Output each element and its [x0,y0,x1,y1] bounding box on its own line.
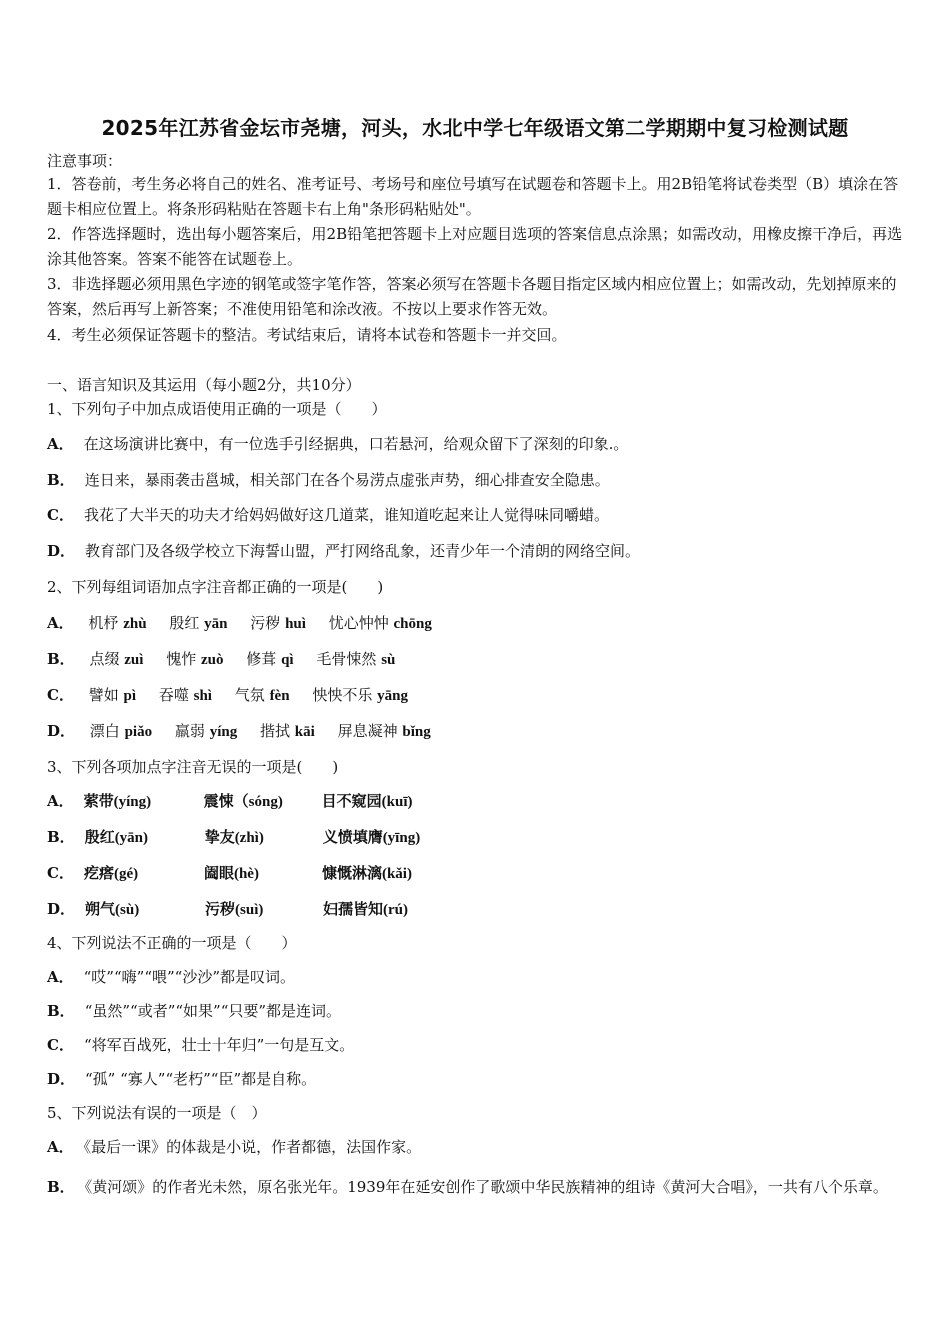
option-text: 在这场演讲比赛中，有一位选手引经据典，口若悬河，给观众留下了深刻的印象.。 [83,435,629,453]
question-1-stem: 1、下列句子中加点成语使用正确的一项是（ ） [47,400,387,418]
option-label: A． [47,435,74,453]
word-group: 毛骨悚然 sù [316,650,396,668]
word-group: 震悚（sóng) [203,794,283,810]
option-label: C． [47,506,74,524]
option-label: C． [47,864,74,882]
notice-item-3: 3．非选择题必须用黑色字迹的钢笔或签字笔作答，答案必须写在答题卡各题目指定区域内相应位置上；如需改动，先划掉原来的答案，然后再写上新答案；不准使用铅笔和涂改液。不按以上要求作答无效。 [47,275,897,318]
question-5-stem: 5、下列说法有误的一项是（ ） [47,1104,267,1122]
word-group: 漂白 piǎo [89,722,153,740]
question-4-stem: 4、下列说法不正确的一项是（ ） [47,934,297,952]
q4-option-d[interactable] [47,1068,316,1089]
option-label: B． [47,650,75,668]
word-group: 殷红(yān) [84,830,149,846]
word-group: 慷慨淋漓(kǎi) [321,866,412,882]
notice-item-1: 1．答卷前，考生务必将自己的姓名、准考证号、考场号和座位号填写在试题卷和答题卡上。用2B铅笔将试卷类型（B）填涂在答题卡相应位置上。将条形码粘贴在答题卡右上角"条形码粘贴处"。 [47,175,899,218]
word-group: 污秽(suì) [205,902,264,918]
option-label: C． [47,686,74,704]
word-group: 怏怏不乐 yāng [312,686,408,704]
word-group: 机杼 zhù [88,614,147,632]
word-group: 挚友(zhì) [204,830,264,846]
q4-option-b[interactable] [47,1000,341,1021]
option-text: “虽然”“或者”“如果”“只要”都是连词。 [84,1002,342,1020]
word-group: 殷红 yān [169,614,228,632]
q3-option-c[interactable] [47,862,412,883]
option-text: 《最后一课》的体裁是小说，作者都德，法国作家。 [83,1138,422,1156]
q1-option-a[interactable] [47,433,628,454]
option-label: B． [47,471,75,489]
option-text: “将军百战死，壮士十年归”一句是互文。 [83,1036,355,1054]
word-group: 揩拭 kāi [259,722,315,740]
option-text: 我花了大半天的功夫才给妈妈做好这几道菜，谁知道吃起来让人觉得味同嚼蜡。 [83,506,609,524]
option-label: D． [47,900,76,918]
word-group: 疙瘩(gé) [83,866,139,882]
option-label: A． [47,1138,74,1156]
option-text: “哎”“嗨”“喂”“沙沙”都是叹词。 [83,968,295,986]
notice-item-4: 4．考生必须保证答题卡的整洁。考试结束后，请将本试卷和答题卡一并交回。 [47,326,567,344]
q2-option-c[interactable] [47,684,426,705]
q4-option-a[interactable] [47,966,295,987]
option-label: D． [47,1070,76,1088]
word-group: 气氛 fèn [234,686,290,704]
q3-option-d[interactable] [47,898,408,919]
page-title: 2025年江苏省金坛市尧塘，河头，水北中学七年级语文第二学期期中复习检测试题 [101,116,849,140]
word-group: 朔气(sù) [85,902,140,918]
q2-option-a[interactable] [47,612,450,633]
option-label: B． [47,1002,75,1020]
q3-option-b[interactable] [47,826,420,847]
q5-option-a[interactable] [47,1136,421,1157]
word-group: 吞噬 shì [158,686,212,704]
q2-option-d[interactable] [47,720,449,741]
option-label: C． [47,1036,74,1054]
notice-item-2: 2．作答选择题时，选出每小题答案后，用2B铅笔把答题卡上对应题目选项的答案信息点涂黑；如需改动，用橡皮擦干净后，再选涂其他答案。答案不能答在试题卷上。 [47,225,903,268]
section-heading: 一、语言知识及其运用（每小题2分，共10分） [47,376,361,394]
word-group: 羸弱 yíng [174,722,238,740]
q1-option-c[interactable] [47,504,609,525]
option-text: 《黄河颂》的作者光未然，原名张光年。1939年在延安创作了歌颂中华民族精神的组诗《黄河大合唱》，一共有八个乐章。 [84,1178,888,1196]
q1-option-d[interactable] [47,540,640,561]
word-group: 妇孺皆知(rú) [323,902,409,918]
question-2-stem: 2、下列每组词语加点字注音都正确的一项是( ) [47,578,384,596]
option-label: D． [47,542,76,560]
option-label: A． [47,968,74,986]
option-text: 连日来，暴雨袭击邕城，相关部门在各个易涝点虚张声势，细心排查安全隐患。 [84,471,610,489]
word-group: 屏息凝神 bǐng [337,722,431,740]
q1-option-b[interactable] [47,469,610,490]
option-label: D． [47,722,76,740]
option-label: B． [47,828,75,846]
question-3-stem: 3、下列各项加点字注音无误的一项是( ) [47,758,339,776]
option-label: A． [47,614,74,632]
q5-option-b[interactable] [47,1168,909,1206]
q4-option-c[interactable] [47,1034,354,1055]
word-group: 萦带(yíng) [83,794,152,810]
notice-heading: 注意事项： [47,152,123,170]
q2-option-b[interactable] [47,648,413,669]
word-group: 譬如 pì [88,686,137,704]
word-group: 忧心忡忡 chōng [328,614,432,632]
word-group: 点缀 zuì [89,650,144,668]
word-group: 污秽 huì [250,614,306,632]
word-group: 阖眼(hè) [203,866,259,882]
word-group: 目不窥园(kuī) [321,794,413,810]
option-label: B． [47,1178,75,1196]
word-group: 义愤填膺(yīng) [322,830,421,846]
option-text: “孤” “寡人”“老朽”“臣”都是自称。 [85,1070,317,1088]
word-group: 愧怍 zuò [166,650,224,668]
word-group: 修葺 qì [246,650,294,668]
option-text: 教育部门及各级学校立下海誓山盟，严打网络乱象，还青少年一个清朗的网络空间。 [85,542,641,560]
option-label: A． [47,792,74,810]
q3-option-a[interactable] [47,790,412,811]
